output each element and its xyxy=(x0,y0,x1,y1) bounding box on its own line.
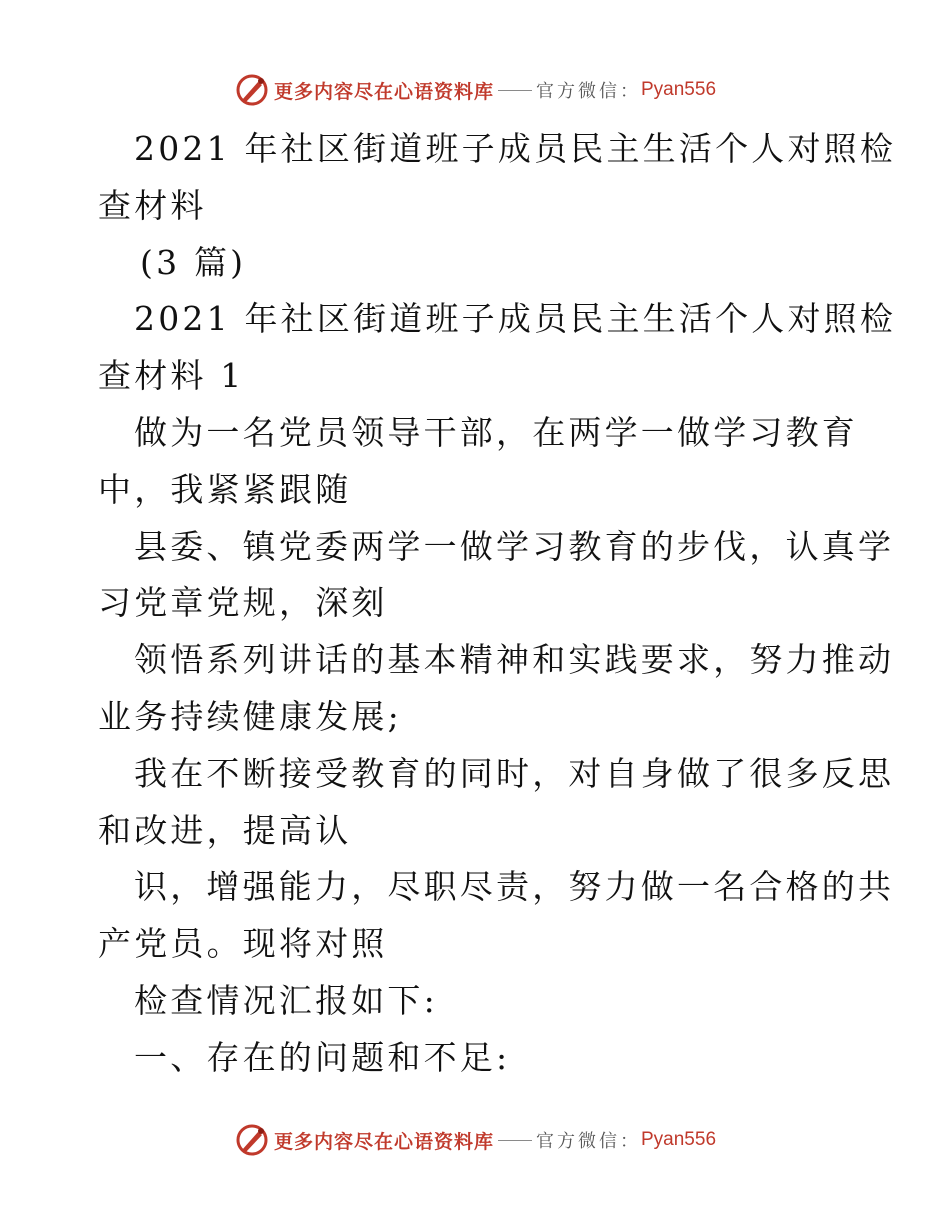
body-text-line: 和改进，提高认 xyxy=(98,810,352,850)
section-heading: 一、存在的问题和不足: xyxy=(134,1037,511,1077)
body-text-line: 产党员。现将对照 xyxy=(98,924,388,964)
body-text-line: 识，增强能力，尽职尽责，努力做一名合格的共 xyxy=(134,867,895,907)
body-text-line: 做为一名党员领导干部，在两学一做学习教育 xyxy=(134,412,858,452)
body-text-line: 习党章党规，深刻 xyxy=(98,583,388,623)
watermark-label: 官方微信： xyxy=(536,1131,641,1152)
section-heading-line: 2021 年社区街道班子成员民主生活个人对照检 xyxy=(134,299,897,339)
watermark-banner-top xyxy=(0,70,950,110)
body-text-line: 县委、镇党委两学一做学习教育的步伐，认真学 xyxy=(134,526,895,566)
document-title-line: 2021 年社区街道班子成员民主生活个人对照检 xyxy=(134,129,897,168)
document-subtitle: (3 篇) xyxy=(140,242,247,282)
body-text-line: 中，我紧紧跟随 xyxy=(98,469,352,509)
pen-circle-logo-icon xyxy=(234,1122,270,1158)
watermark-account: Pyan556 xyxy=(641,79,717,100)
section-heading-line: 查材料 1 xyxy=(98,356,245,396)
watermark-separator xyxy=(498,1140,532,1141)
watermark-separator xyxy=(498,90,532,91)
body-text-line: 我在不断接受教育的同时，对自身做了很多反思 xyxy=(134,753,895,793)
body-text-line: 业务持续健康发展; xyxy=(98,696,402,736)
watermark-label: 官方微信： xyxy=(536,81,641,102)
watermark-account: Pyan556 xyxy=(641,1129,717,1150)
watermark-title: 更多内容尽在心语资料库 xyxy=(273,1130,494,1153)
watermark-title: 更多内容尽在心语资料库 xyxy=(273,80,494,103)
body-text-line: 领悟系列讲话的基本精神和实践要求，努力推动 xyxy=(134,640,895,680)
pen-circle-logo-icon xyxy=(234,72,270,108)
body-text-line: 检查情况汇报如下: xyxy=(134,980,438,1020)
document-title-line: 查材料 xyxy=(98,185,207,225)
document-body xyxy=(98,121,897,1087)
watermark-banner-bottom xyxy=(0,1120,950,1160)
